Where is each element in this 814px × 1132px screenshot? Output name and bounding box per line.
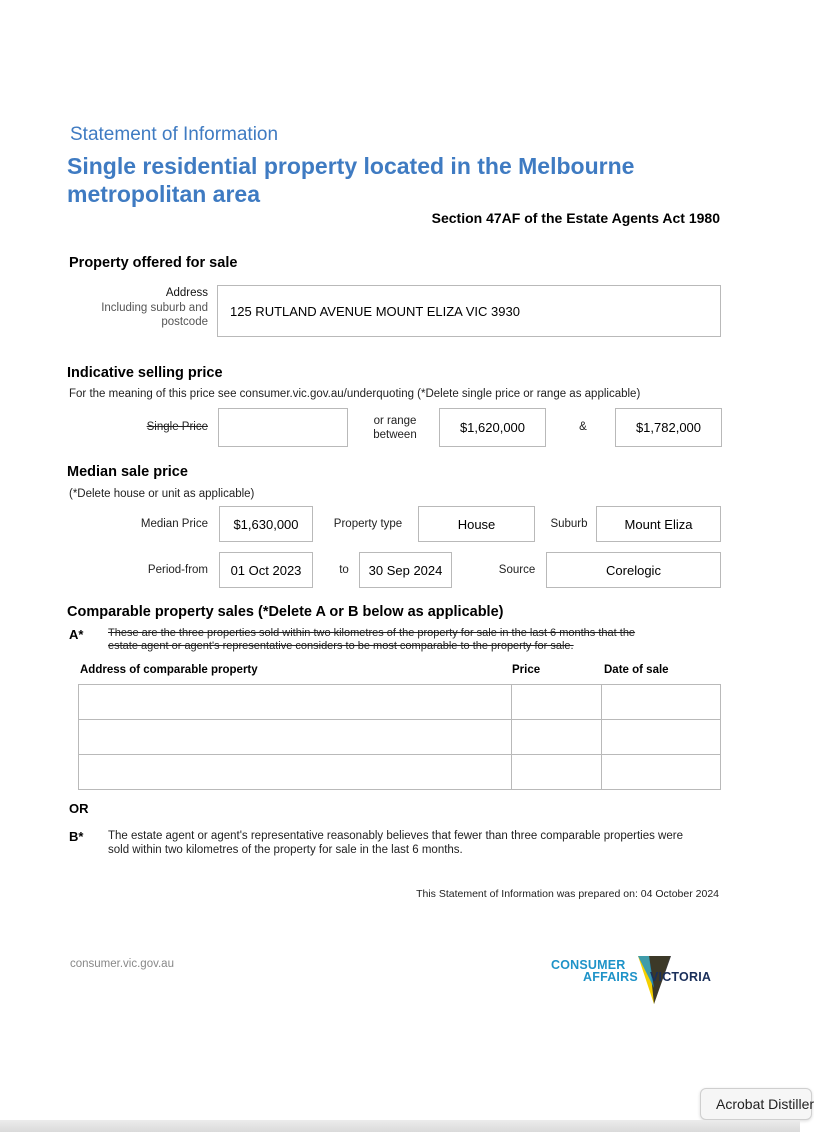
period-from-value: 01 Oct 2023 <box>230 562 302 578</box>
suburb-field[interactable] <box>596 506 721 542</box>
price-cell[interactable] <box>512 755 602 790</box>
indicative-note: For the meaning of this price see consumer.vic.gov.au/underquoting (*Delete single price or range as applicable) <box>69 388 641 400</box>
act-reference: Section 47AF of the Estate Agents Act 1980 <box>431 210 720 226</box>
option-b-line-2: sold within two kilometres of the property for sale in the last 6 months. <box>108 844 463 856</box>
col-address-header: Address of comparable property <box>80 664 258 676</box>
range-label <box>360 414 430 442</box>
acrobat-distiller-tab[interactable]: Acrobat Distiller <box>700 1088 812 1120</box>
single-price-label: Single Price <box>146 421 208 433</box>
period-to-field[interactable] <box>359 552 452 588</box>
comparable-table <box>78 684 721 790</box>
source-label: Source <box>498 564 536 576</box>
option-a-marker: A* <box>69 627 84 642</box>
address-cell[interactable] <box>79 755 512 790</box>
footer-url: consumer.vic.gov.au <box>70 958 174 970</box>
source-value: Corelogic <box>606 562 661 578</box>
range-label-2: between <box>373 429 417 441</box>
address-field[interactable] <box>217 285 721 337</box>
option-a-line-2: estate agent or agent's representative considers to be most comparable to the property for sale. <box>108 640 574 652</box>
option-a-line-1: These are the three properties sold within two kilometres of the property for sale in the last 6 months that the <box>108 627 636 639</box>
address-value: 125 RUTLAND AVENUE MOUNT ELIZA VIC 3930 <box>230 303 520 319</box>
date-cell[interactable] <box>602 685 721 720</box>
range-high-field[interactable] <box>615 408 722 447</box>
period-from-field[interactable] <box>219 552 313 588</box>
option-b-text <box>108 829 728 857</box>
table-row <box>79 755 721 790</box>
indicative-section-title: Indicative selling price <box>67 365 223 381</box>
median-note: (*Delete house or unit as applicable) <box>69 488 255 500</box>
address-cell[interactable] <box>79 720 512 755</box>
range-low-field[interactable] <box>439 408 546 447</box>
price-cell[interactable] <box>512 720 602 755</box>
price-cell[interactable] <box>512 685 602 720</box>
table-row <box>79 685 721 720</box>
option-b-line-1: The estate agent or agent's representative reasonably believes that fewer than three comparable properties were <box>108 830 683 842</box>
col-date-header: Date of sale <box>604 664 669 676</box>
or-label: OR <box>69 801 89 816</box>
date-cell[interactable] <box>602 755 721 790</box>
logo-consumer-text: CONSUMER <box>551 958 626 972</box>
period-from-label: Period-from <box>147 564 208 576</box>
range-ampersand: & <box>579 421 587 433</box>
address-sublabel-2: postcode <box>161 316 208 328</box>
range-label-1: or range <box>373 415 417 427</box>
address-label-block <box>80 286 208 330</box>
source-field[interactable] <box>546 552 721 588</box>
suburb-value: Mount Eliza <box>624 516 693 532</box>
title-line-1: Single residential property located in the Melbourne <box>67 153 635 179</box>
suburb-label: Suburb <box>550 518 588 530</box>
property-section-title: Property offered for sale <box>69 255 238 271</box>
single-price-field[interactable] <box>218 408 348 447</box>
logo-affairs-text: AFFAIRS <box>583 970 638 984</box>
viewer-bottom-bar <box>0 1120 800 1132</box>
median-price-value: $1,630,000 <box>233 516 299 532</box>
median-price-field[interactable] <box>219 506 313 542</box>
title-line-2: metropolitan area <box>67 181 260 207</box>
property-type-label: Property type <box>333 518 403 530</box>
range-low-value: $1,620,000 <box>459 420 526 435</box>
range-high-value: $1,782,000 <box>635 420 702 435</box>
col-price-header: Price <box>512 664 541 676</box>
document-subtitle: Statement of Information <box>70 124 279 145</box>
address-sublabel-1: Including suburb and <box>101 301 208 314</box>
option-a-text <box>108 627 728 653</box>
consumer-affairs-victoria-logo <box>550 954 725 1006</box>
median-section-title: Median sale price <box>67 464 188 480</box>
date-cell[interactable] <box>602 720 721 755</box>
period-to-label: to <box>339 564 349 576</box>
logo-victoria-text: VICTORIA <box>650 970 712 984</box>
property-type-field[interactable] <box>418 506 535 542</box>
option-b-marker: B* <box>69 829 84 844</box>
address-label: Address <box>165 287 208 299</box>
prepared-date: This Statement of Information was prepared on: 04 October 2024 <box>416 888 719 900</box>
property-type-value: House <box>457 516 496 532</box>
comparable-section-title: Comparable property sales (*Delete A or B below as applicable) <box>67 604 504 620</box>
document-title <box>67 152 687 208</box>
period-to-value: 30 Sep 2024 <box>368 562 443 578</box>
address-cell[interactable] <box>79 685 512 720</box>
table-row <box>79 720 721 755</box>
median-price-label: Median Price <box>140 518 208 530</box>
